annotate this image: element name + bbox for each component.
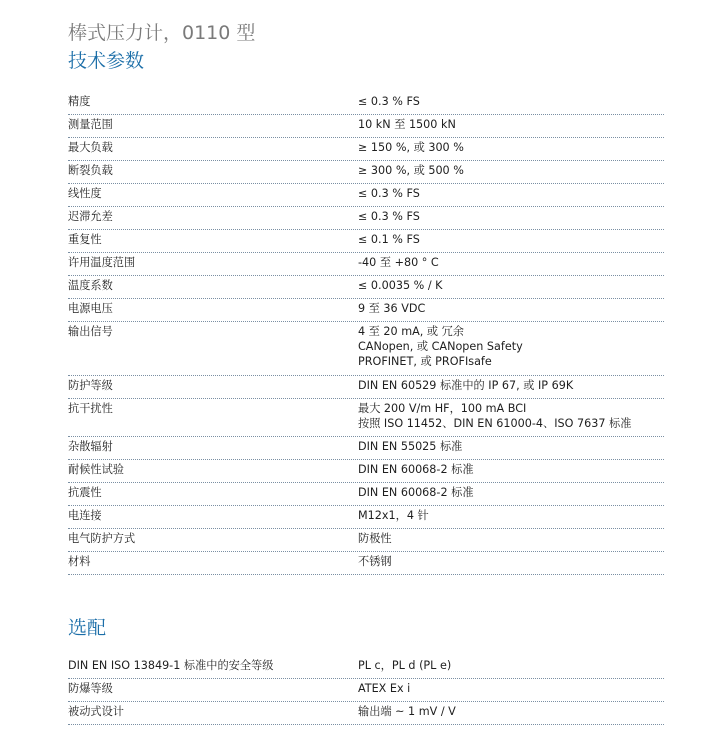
row-value bbox=[358, 705, 456, 720]
row-value-line: DIN EN 55025 标准 bbox=[358, 440, 463, 453]
table-row bbox=[68, 437, 664, 460]
row-value-line: DIN EN 60068-2 标准 bbox=[358, 463, 474, 476]
row-value bbox=[358, 509, 429, 524]
row-label: 防爆等级 bbox=[68, 682, 113, 695]
options-table bbox=[68, 656, 664, 725]
row-value-line: 输出端 ~ 1 mV / V bbox=[358, 705, 456, 718]
table-row bbox=[68, 399, 664, 437]
row-label: DIN EN ISO 13849-1 标准中的安全等级 bbox=[68, 659, 274, 672]
row-value-line: PL c，PL d (PL e) bbox=[358, 659, 452, 672]
row-label: 断裂负载 bbox=[68, 164, 113, 177]
row-value-line: DIN EN 60068-2 标准 bbox=[358, 486, 474, 499]
row-label: 电连接 bbox=[68, 509, 102, 522]
row-value bbox=[358, 682, 410, 697]
spec-table bbox=[68, 92, 664, 575]
row-label: 温度系数 bbox=[68, 279, 113, 292]
row-value-line: PROFINET, 或 PROFIsafe bbox=[358, 355, 492, 368]
row-label: 防护等级 bbox=[68, 379, 113, 392]
row-value bbox=[358, 659, 451, 674]
row-value bbox=[358, 256, 439, 271]
row-label: 线性度 bbox=[68, 187, 102, 200]
row-value-line: ≤ 0.0035 % / K bbox=[358, 279, 443, 292]
row-label: 耐候性试验 bbox=[68, 463, 124, 476]
row-value-line: ≥ 300 %, 或 500 % bbox=[358, 164, 464, 177]
table-row bbox=[68, 184, 664, 207]
row-value bbox=[358, 463, 474, 478]
row-label: 精度 bbox=[68, 95, 91, 108]
row-value-line: CANopen, 或 CANopen Safety bbox=[358, 340, 523, 353]
row-value bbox=[358, 302, 425, 317]
table-row bbox=[68, 460, 664, 483]
table-row bbox=[68, 230, 664, 253]
row-label: 迟滞允差 bbox=[68, 210, 113, 223]
row-value bbox=[358, 440, 462, 455]
row-value bbox=[358, 402, 631, 432]
row-value bbox=[358, 233, 420, 248]
row-label: 重复性 bbox=[68, 233, 102, 246]
row-value-line: ≤ 0.1 % FS bbox=[358, 233, 420, 246]
row-label: 输出信号 bbox=[68, 325, 113, 338]
row-value-line: ≤ 0.3 % FS bbox=[358, 95, 420, 108]
row-label: 最大负载 bbox=[68, 141, 113, 154]
table-row bbox=[68, 702, 664, 725]
section-title-specs: 技术参数 bbox=[68, 50, 145, 72]
row-value bbox=[358, 118, 456, 133]
table-row bbox=[68, 299, 664, 322]
row-value-line: 不锈钢 bbox=[358, 555, 392, 568]
row-value bbox=[358, 141, 464, 156]
table-row bbox=[68, 276, 664, 299]
row-value-line: ATEX Ex i bbox=[358, 682, 411, 695]
row-value-line: 4 至 20 mA, 或 冗余 bbox=[358, 325, 464, 338]
table-row bbox=[68, 161, 664, 184]
product-title: 棒式压力计，0110 型 bbox=[68, 22, 256, 44]
row-value-line: 防极性 bbox=[358, 532, 392, 545]
table-row bbox=[68, 506, 664, 529]
row-value-line: ≥ 150 %, 或 300 % bbox=[358, 141, 464, 154]
row-label: 抗震性 bbox=[68, 486, 102, 499]
row-value bbox=[358, 210, 420, 225]
table-row bbox=[68, 483, 664, 506]
table-row bbox=[68, 529, 664, 552]
row-value bbox=[358, 532, 392, 547]
row-value bbox=[358, 187, 420, 202]
row-value bbox=[358, 325, 523, 370]
row-value bbox=[358, 95, 420, 110]
row-label: 许用温度范围 bbox=[68, 256, 136, 269]
row-label: 测量范围 bbox=[68, 118, 113, 131]
row-label: 电气防护方式 bbox=[68, 532, 136, 545]
table-row bbox=[68, 679, 664, 702]
row-label: 被动式设计 bbox=[68, 705, 124, 718]
row-value-line: ≤ 0.3 % FS bbox=[358, 210, 420, 223]
section-title-options: 选配 bbox=[68, 617, 107, 639]
table-row bbox=[68, 376, 664, 399]
row-value-line: 10 kN 至 1500 kN bbox=[358, 118, 456, 131]
row-value bbox=[358, 164, 464, 179]
row-value-line: 按照 ISO 11452、DIN EN 61000-4、ISO 7637 标准 bbox=[358, 417, 632, 430]
row-value-line: ≤ 0.3 % FS bbox=[358, 187, 420, 200]
table-row bbox=[68, 207, 664, 230]
row-value-line: 最大 200 V/m HF，100 mA BCI bbox=[358, 402, 527, 415]
row-value bbox=[358, 279, 442, 294]
row-label: 杂散辐射 bbox=[68, 440, 113, 453]
row-value-line: -40 至 +80 ° C bbox=[358, 256, 439, 269]
row-label: 电源电压 bbox=[68, 302, 113, 315]
row-value-line: 9 至 36 VDC bbox=[358, 302, 426, 315]
table-row bbox=[68, 656, 664, 679]
row-label: 抗干扰性 bbox=[68, 402, 113, 415]
table-row bbox=[68, 552, 664, 575]
row-value-line: DIN EN 60529 标准中的 IP 67, 或 IP 69K bbox=[358, 379, 574, 392]
row-value-line: M12x1，4 针 bbox=[358, 509, 429, 522]
table-row bbox=[68, 253, 664, 276]
row-value bbox=[358, 379, 573, 394]
table-row bbox=[68, 322, 664, 376]
row-value bbox=[358, 555, 392, 570]
row-label: 材料 bbox=[68, 555, 91, 568]
table-row bbox=[68, 138, 664, 161]
row-value bbox=[358, 486, 474, 501]
table-row bbox=[68, 92, 664, 115]
table-row bbox=[68, 115, 664, 138]
